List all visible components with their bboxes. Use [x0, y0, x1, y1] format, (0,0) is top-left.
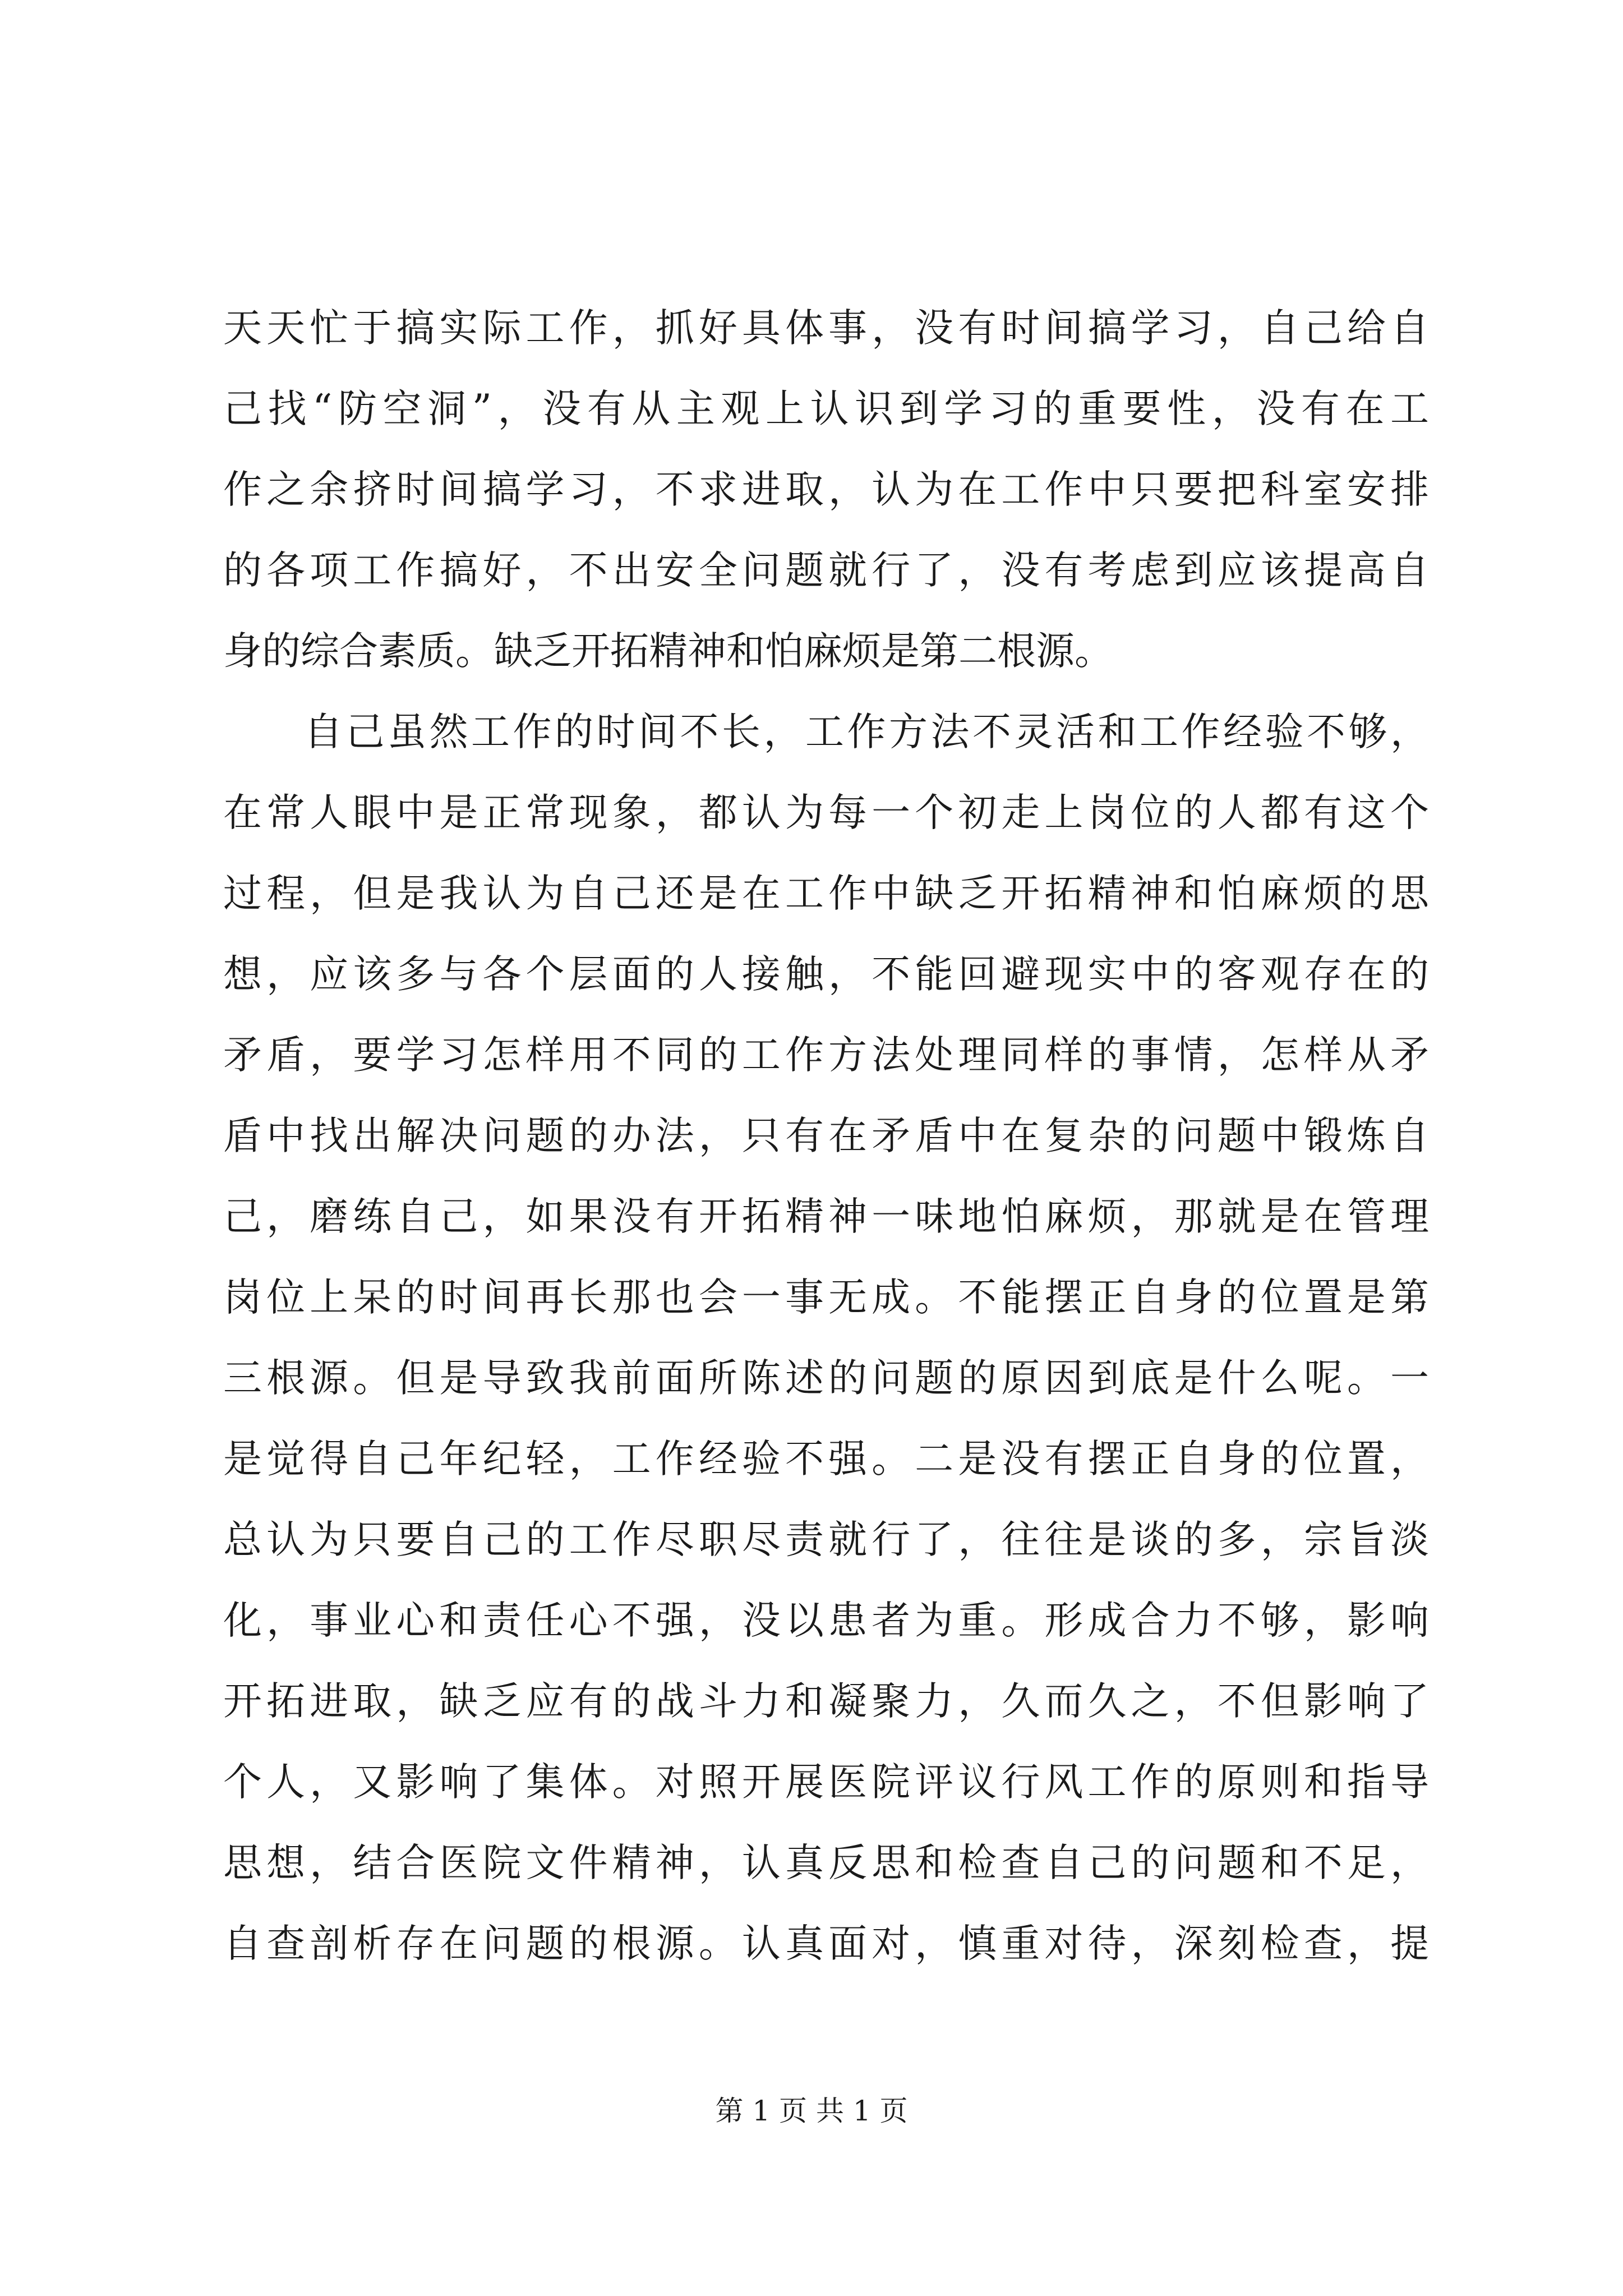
text-line: 自查剖析存在问题的根源。认真面对，慎重对待，深刻检查，提 — [223, 1921, 1429, 1966]
text-line: 己，磨练自己，如果没有开拓精神一味地怕麻烦，那就是在管理 — [223, 1194, 1429, 1239]
text-line: 是觉得自己年纪轻，工作经验不强。二是没有摆正自身的位置， — [223, 1437, 1429, 1481]
page-footer: 第 1 页 共 1 页 — [715, 2095, 908, 2127]
text-line: 身的综合素质。缺乏开拓精神和怕麻烦是第二根源。 — [223, 629, 1113, 674]
text-line: 自己虽然工作的时间不长，工作方法不灵活和工作经验不够， — [304, 710, 1429, 754]
text-line: 己找“防空洞”，没有从主观上认识到学习的重要性，没有在工 — [223, 386, 1429, 431]
paragraph-2 — [223, 692, 1429, 1984]
text-line: 个人，又影响了集体。对照开展医院评议行风工作的原则和指导 — [223, 1760, 1429, 1805]
text-line: 的各项工作搞好，不出安全问题就行了，没有考虑到应该提高自 — [223, 548, 1429, 593]
text-line: 岗位上呆的时间再长那也会一事无成。不能摆正自身的位置是第 — [223, 1275, 1429, 1320]
text-line: 三根源。但是导致我前面所陈述的问题的原因到底是什么呢。一 — [223, 1356, 1429, 1401]
text-line: 在常人眼中是正常现象，都认为每一个初走上岗位的人都有这个 — [223, 790, 1429, 835]
text-line: 过程，但是我认为自己还是在工作中缺乏开拓精神和怕麻烦的思 — [223, 871, 1429, 916]
text-line: 盾中找出解决问题的办法，只有在矛盾中在复杂的问题中锻炼自 — [223, 1114, 1429, 1158]
text-line: 总认为只要自己的工作尽职尽责就行了，往往是谈的多，宗旨淡 — [223, 1517, 1429, 1562]
text-line: 想，应该多与各个层面的人接触，不能回避现实中的客观存在的 — [223, 952, 1429, 997]
document-body — [223, 288, 1429, 1984]
text-line: 思想，结合医院文件精神，认真反思和检查自己的问题和不足， — [223, 1841, 1429, 1885]
text-line: 天天忙于搞实际工作，抓好具体事，没有时间搞学习，自己给自 — [223, 306, 1429, 351]
paragraph-1 — [223, 288, 1429, 692]
text-line: 矛盾，要学习怎样用不同的工作方法处理同样的事情，怎样从矛 — [223, 1033, 1429, 1078]
text-line: 开拓进取，缺乏应有的战斗力和凝聚力，久而久之，不但影响了 — [223, 1679, 1429, 1724]
text-line: 作之余挤时间搞学习，不求进取，认为在工作中只要把科室安排 — [223, 467, 1429, 512]
text-line: 化，事业心和责任心不强，没以患者为重。形成合力不够，影响 — [223, 1598, 1429, 1643]
